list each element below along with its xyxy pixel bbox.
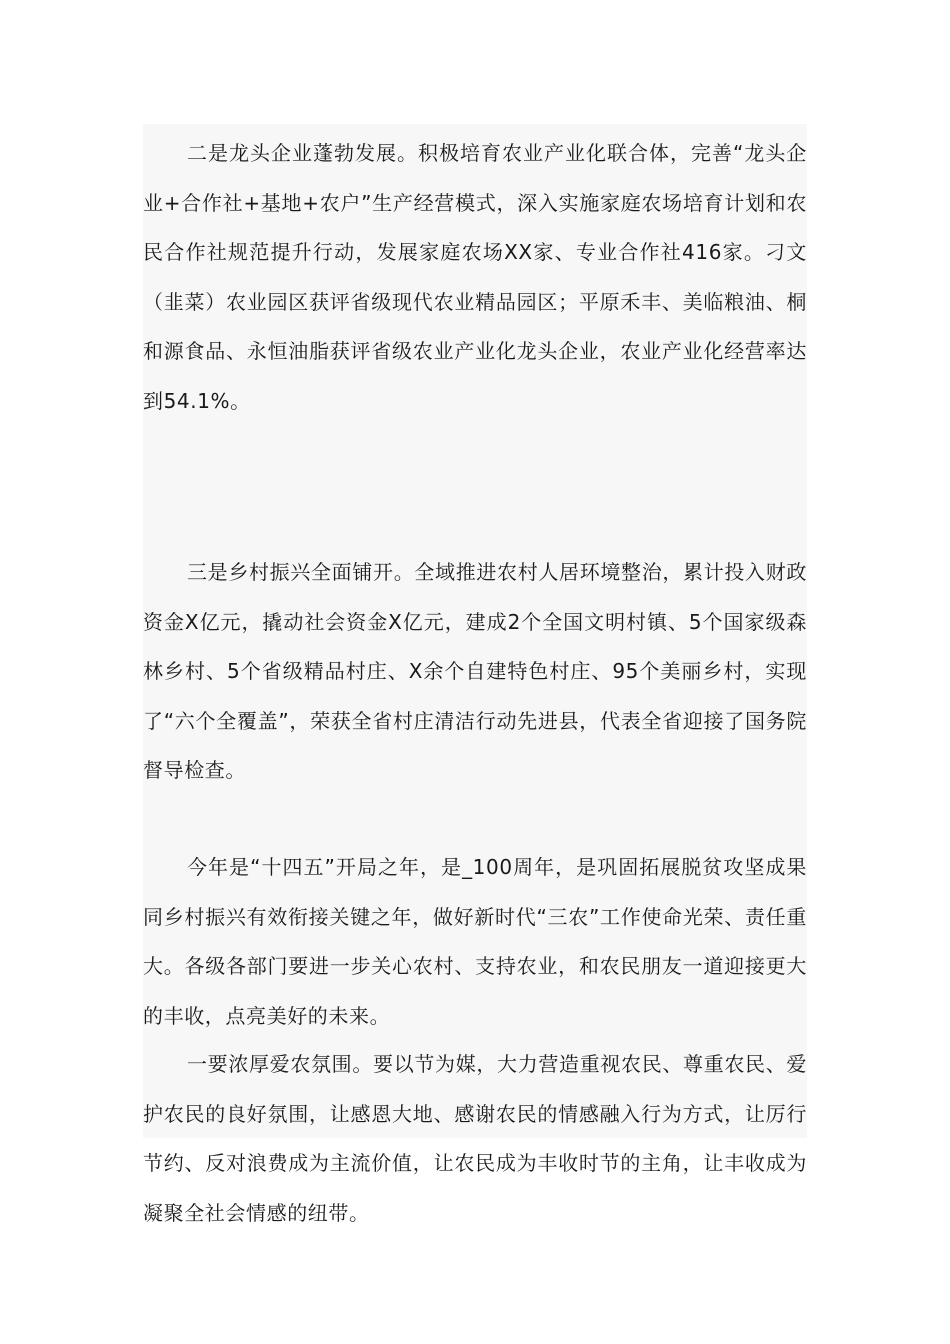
- paragraph-this-year: 今年是“十四五”开局之年，是_100周年，是巩固拓展脱贫攻坚成果同乡村振兴有效衔接关键之年，做好新时代“三农”工作使命光荣、责任重大。各级各部门要进一步关心农村、支持农业，和农民朋友一道迎接更大的丰收，点亮美好的未来。: [143, 855, 807, 1028]
- paragraph-leading-enterprises: 二是龙头企业蓬勃发展。积极培育农业产业化联合体，完善“龙头企业+合作社+基地+农户”生产经营模式，深入实施家庭农场培育计划和农民合作社规范提升行动，发展家庭农场XX家、专业合作社416家。刁文（韭菜）农业园区获评省级现代农业精品园区；平原禾丰、美临粮油、桐和源食品、永恒油脂获评省级农业产业化龙头企业，农业产业化经营率达到54.1%。: [143, 141, 807, 413]
- document-page: [143, 124, 807, 1225]
- paragraph-agriculture-atmosphere: 一要浓厚爱农氛围。要以节为媒，大力营造重视农民、尊重农民、爱护农民的良好氛围，让感恩大地、感谢农民的情感融入行为方式，让厉行节约、反对浪费成为主流价值，让农民成为丰收时节的主角，让丰收成为凝聚全社会情感的纽带。: [143, 1052, 807, 1225]
- paragraph-rural-revitalization: 三是乡村振兴全面铺开。全域推进农村人居环境整治，累计投入财政资金X亿元，撬动社会资金X亿元，建成2个全国文明村镇、5个国家级森林乡村、5个省级精品村庄、X余个自建特色村庄、95个美丽乡村，实现了“六个全覆盖”，荣获全省村庄清洁行动先进县，代表全省迎接了国务院督导检查。: [143, 560, 807, 783]
